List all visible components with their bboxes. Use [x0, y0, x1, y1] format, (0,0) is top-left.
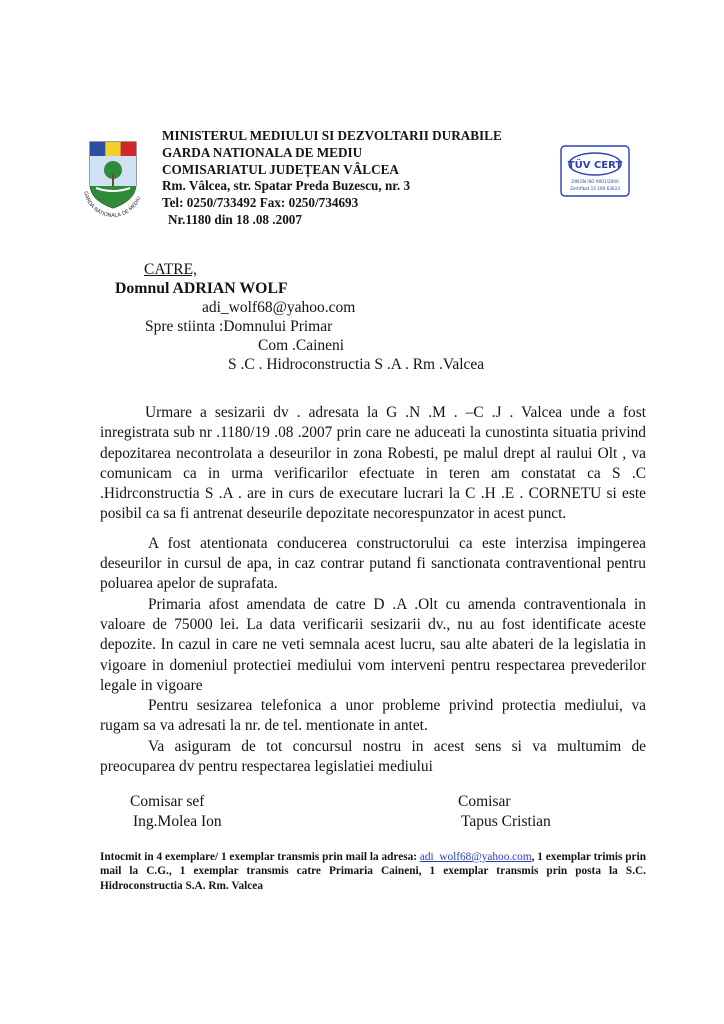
ministry-name: MINISTERUL MEDIULUI SI DEZVOLTARII DURABILE [162, 128, 502, 143]
cert-standard: DIN EN ISO 9001/2000 [571, 179, 619, 184]
cc-commune: Com .Caineni [258, 337, 345, 354]
footer-email-link[interactable]: adi_wolf68@yahoo.com [419, 851, 532, 863]
paragraph-1: Urmare a sesizarii dv . adresata la G .N .M . –C .J . Valcea unde a fost inregistrata sub nr .1180/19 .08 .2007 prin care ne aduceati la cunostinta situatia privind depozitarea necontrolata a deseurilor in zona Robesti, pe malul drept al raului Olt , va comunicam ca in urma verificarilor efectuate in teren am constatat ca S .C .Hidrconstructia S .A . are in curs de executare lucrari la C .H .E . CORNETU si este posibil ca sa fi antrenat deseurile depozitate necorespunzator in acest punct. [100, 404, 646, 523]
cc-mayor: Spre stiinta :Domnului Primar [145, 318, 333, 335]
cert-logo-text: TÜV CERT [567, 160, 623, 171]
commissariat-name: COMISARIATUL JUDEȚEAN VÂLCEA [162, 161, 399, 177]
letter-body [100, 403, 646, 777]
agency-name: GARDA NATIONALA DE MEDIU [162, 144, 363, 160]
cert-number: Zertifikat 15 100 63623 [570, 186, 620, 191]
recipient-email: adi_wolf68@yahoo.com [202, 299, 356, 316]
address: Rm. Vâlcea, str. Spatar Preda Buzescu, nr. 3 [162, 178, 411, 194]
paragraph-5: Va asiguram de tot concursul nostru in acest sens si va multumim de preocuparea dv pentru respectarea legislatiei mediului [100, 737, 646, 776]
footer-text-start: Intocmit in 4 exemplare/ 1 exemplar transmis prin mail la adresa: [100, 851, 420, 863]
registration-number: Nr.1180 din 18 .08 .2007 [168, 211, 302, 227]
paragraph-3: Primaria afost amendata de catre D .A .Olt cu amenda contraventionala in valoare de 75000 lei. La data verificarii sesizarii dv., nu au fost identificate aceste depozite. In cazul in care ne veti semnala acest lucru, sau alte abateri de la legislatia in vigoare in domeniul protectiei mediului vom interveni pentru respectarea prevederilor legale in vigoare [100, 595, 646, 694]
paragraph-4: Pentru sesizarea telefonica a unor probleme privind protectia mediului, va rugam sa va adresati la nr. de tel. mentionate in antet. [100, 697, 646, 735]
emblem-caption: GARDA NATIONALA DE MEDIU [82, 190, 143, 218]
recipient-name: Domnul ADRIAN WOLF [115, 280, 288, 297]
recipient-heading: CATRE, [144, 261, 197, 278]
paragraph-2: A fost atentionata conducerea constructorului ca este interzisa impingerea deseurilor in cursul de apa, in caz contrar putand fi sanctionata contraventional pentru poluarea apelor de suprafata. [100, 534, 646, 593]
right-signatory-name: Tapus Cristian [461, 813, 551, 830]
tuv-cert-logo-icon [560, 145, 630, 197]
right-signatory-title: Comisar [458, 793, 511, 810]
footer-text-end: , 1 exemplar trimis prin mail la C.G., 1 exemplar transmis catre Primaria Caineni, 1 exemplar transmis prin posta la S.C. Hidroconstructia S.A. Rm. Valcea [100, 851, 646, 892]
left-signatory-title: Comisar sef [130, 793, 205, 810]
distribution-note [100, 850, 646, 893]
letterhead [162, 128, 502, 229]
phone-fax: Tel: 0250/733492 Fax: 0250/734693 [162, 195, 359, 211]
cc-company: S .C . Hidroconstructia S .A . Rm .Valcea [228, 356, 485, 373]
garda-nationala-emblem-icon [78, 138, 148, 218]
left-signatory-name: Ing.Molea Ion [133, 813, 222, 830]
